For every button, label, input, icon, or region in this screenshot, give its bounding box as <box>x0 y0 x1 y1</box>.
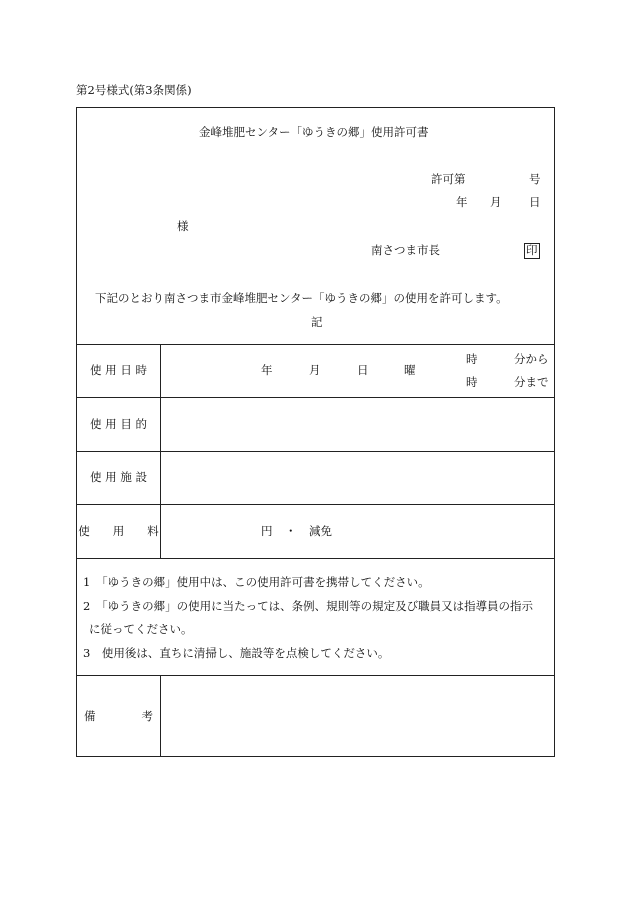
datetime-label: 使 用 日 時 <box>90 363 147 377</box>
note-2: 2 「ゆうきの郷」の使用に当たっては、条例、規則等の規定及び職員又は指導員の指示 <box>83 599 534 613</box>
note-3: 3 使用後は、直ちに清掃し、施設等を点検してください。 <box>83 646 390 660</box>
permit-number-label: 許可第 <box>431 172 466 186</box>
datetime-until: 分まで <box>514 375 549 389</box>
permit-form <box>76 107 555 757</box>
addressee-suffix: 様 <box>177 219 189 233</box>
remarks-label: 備 考 <box>84 709 153 723</box>
permit-number-suffix: 号 <box>529 172 541 186</box>
date-day: 日 <box>529 195 541 209</box>
datetime-month: 月 <box>309 363 321 377</box>
rule-purpose-top <box>77 397 554 398</box>
datetime-hour-from: 時 <box>466 352 478 366</box>
purpose-label: 使 用 目 的 <box>90 417 147 431</box>
datetime-year: 年 <box>261 363 273 377</box>
datetime-from: 分から <box>514 352 549 366</box>
rule-facility-top <box>77 451 554 452</box>
form-number: 第2号様式(第3条関係) <box>76 83 192 97</box>
seal-mark: 印 <box>526 243 538 257</box>
issuer: 南さつま市長 <box>371 243 440 257</box>
fee-yen: 円 <box>261 524 273 538</box>
fee-dot: ・ <box>285 524 297 538</box>
permit-statement: 下記のとおり南さつま市金峰堆肥センター「ゆうきの郷」の使用を許可します。 <box>95 291 508 305</box>
col-divider-remarks <box>160 675 161 757</box>
note-2-continued: に従ってください。 <box>89 622 193 636</box>
fee-exempt: 減免 <box>309 524 332 538</box>
rule-notes-top <box>77 558 554 559</box>
date-month: 月 <box>490 195 502 209</box>
rule-remarks-top <box>77 675 554 676</box>
date-year: 年 <box>456 195 468 209</box>
ki-heading: 記 <box>311 315 323 329</box>
form-title: 金峰堆肥センター「ゆうきの郷」使用許可書 <box>199 125 429 139</box>
col-divider-upper <box>160 344 161 558</box>
rule-fee-top <box>77 504 554 505</box>
datetime-day: 日 <box>357 363 369 377</box>
rule-datetime-top <box>77 344 554 345</box>
datetime-hour-until: 時 <box>466 375 478 389</box>
datetime-weekday: 曜 <box>404 363 416 377</box>
note-1: 1 「ゆうきの郷」使用中は、この使用許可書を携帯してください。 <box>83 575 430 589</box>
fee-label: 使 用 料 <box>78 524 159 538</box>
facility-label: 使 用 施 設 <box>90 470 147 484</box>
